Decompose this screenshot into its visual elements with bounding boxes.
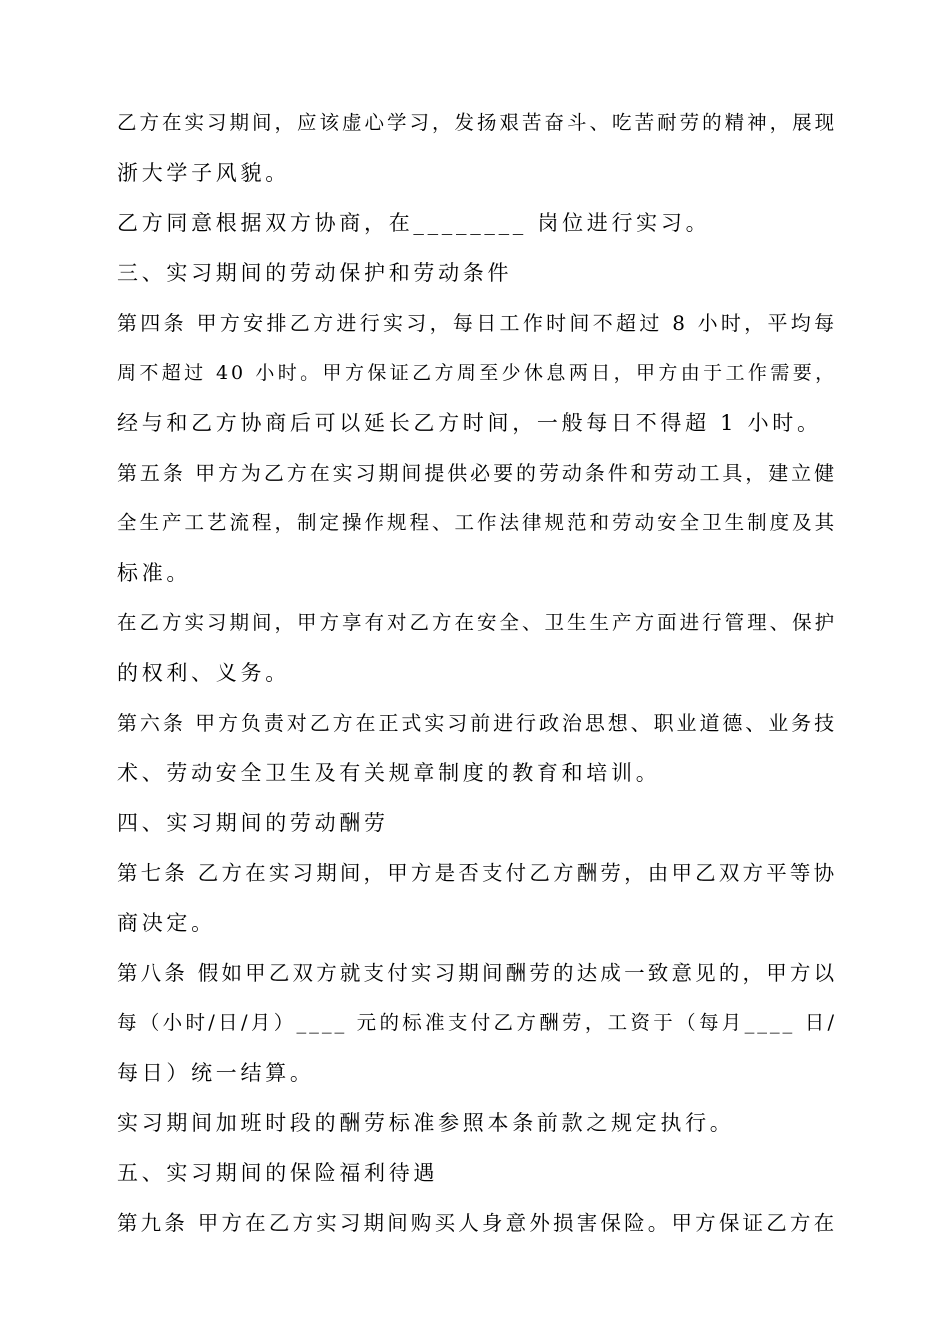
- text-line: 术、劳动安全卫生及有关规章制度的教育和培训。: [117, 761, 661, 785]
- text-line: 第九条 甲方在乙方实习期间购买人身意外损害保险。甲方保证乙方在: [117, 1211, 837, 1235]
- text-line: 标准。: [117, 561, 192, 585]
- text-line: 第八条 假如甲乙双方就支付实习期间酬劳的达成一致意见的，甲方以: [117, 961, 837, 985]
- text-line: 全生产工艺流程，制定操作规程、工作法律规范和劳动安全卫生制度及其: [117, 511, 837, 534]
- text-line: 第六条 甲方负责对乙方在正式实习前进行政治思想、职业道德、业务技: [117, 711, 837, 735]
- text-line: 乙方同意根据双方协商，在________ 岗位进行实习。: [117, 211, 711, 235]
- text-line: 浙大学子风貌。: [117, 161, 290, 185]
- text-line: 在乙方实习期间，甲方享有对乙方在安全、卫生生产方面进行管理、保护: [117, 611, 837, 634]
- text-line: 乙方在实习期间，应该虚心学习，发扬艰苦奋斗、吃苦耐劳的精神，展现: [117, 111, 837, 134]
- text-line: 每（小时/日/月）____ 元的标准支付乙方酬劳，工资于（每月____ 日/: [117, 1011, 837, 1034]
- text-line: 第四条 甲方安排乙方进行实习，每日工作时间不超过 8 小时，平均每: [117, 311, 837, 335]
- document-body: [117, 103, 837, 1253]
- text-line: 周不超过 40 小时。甲方保证乙方周至少休息两日，甲方由于工作需要，: [117, 362, 837, 384]
- text-line: 第七条 乙方在实习期间，甲方是否支付乙方酬劳，由甲乙双方平等协: [117, 861, 837, 885]
- text-line: 第五条 甲方为乙方在实习期间提供必要的劳动条件和劳动工具，建立健: [117, 461, 837, 485]
- section-heading: 三、实习期间的劳动保护和劳动条件: [117, 261, 513, 285]
- section-heading: 五、实习期间的保险福利待遇: [117, 1161, 439, 1185]
- text-line: 经与和乙方协商后可以延长乙方时间，一般每日不得超 1 小时。: [117, 411, 822, 435]
- text-line: 每日）统一结算。: [117, 1061, 315, 1085]
- text-line: 商决定。: [117, 911, 216, 935]
- text-line: 实习期间加班时段的酬劳标准参照本条前款之规定执行。: [117, 1111, 735, 1135]
- section-heading: 四、实习期间的劳动酬劳: [117, 811, 389, 835]
- text-line: 的权利、义务。: [117, 661, 290, 685]
